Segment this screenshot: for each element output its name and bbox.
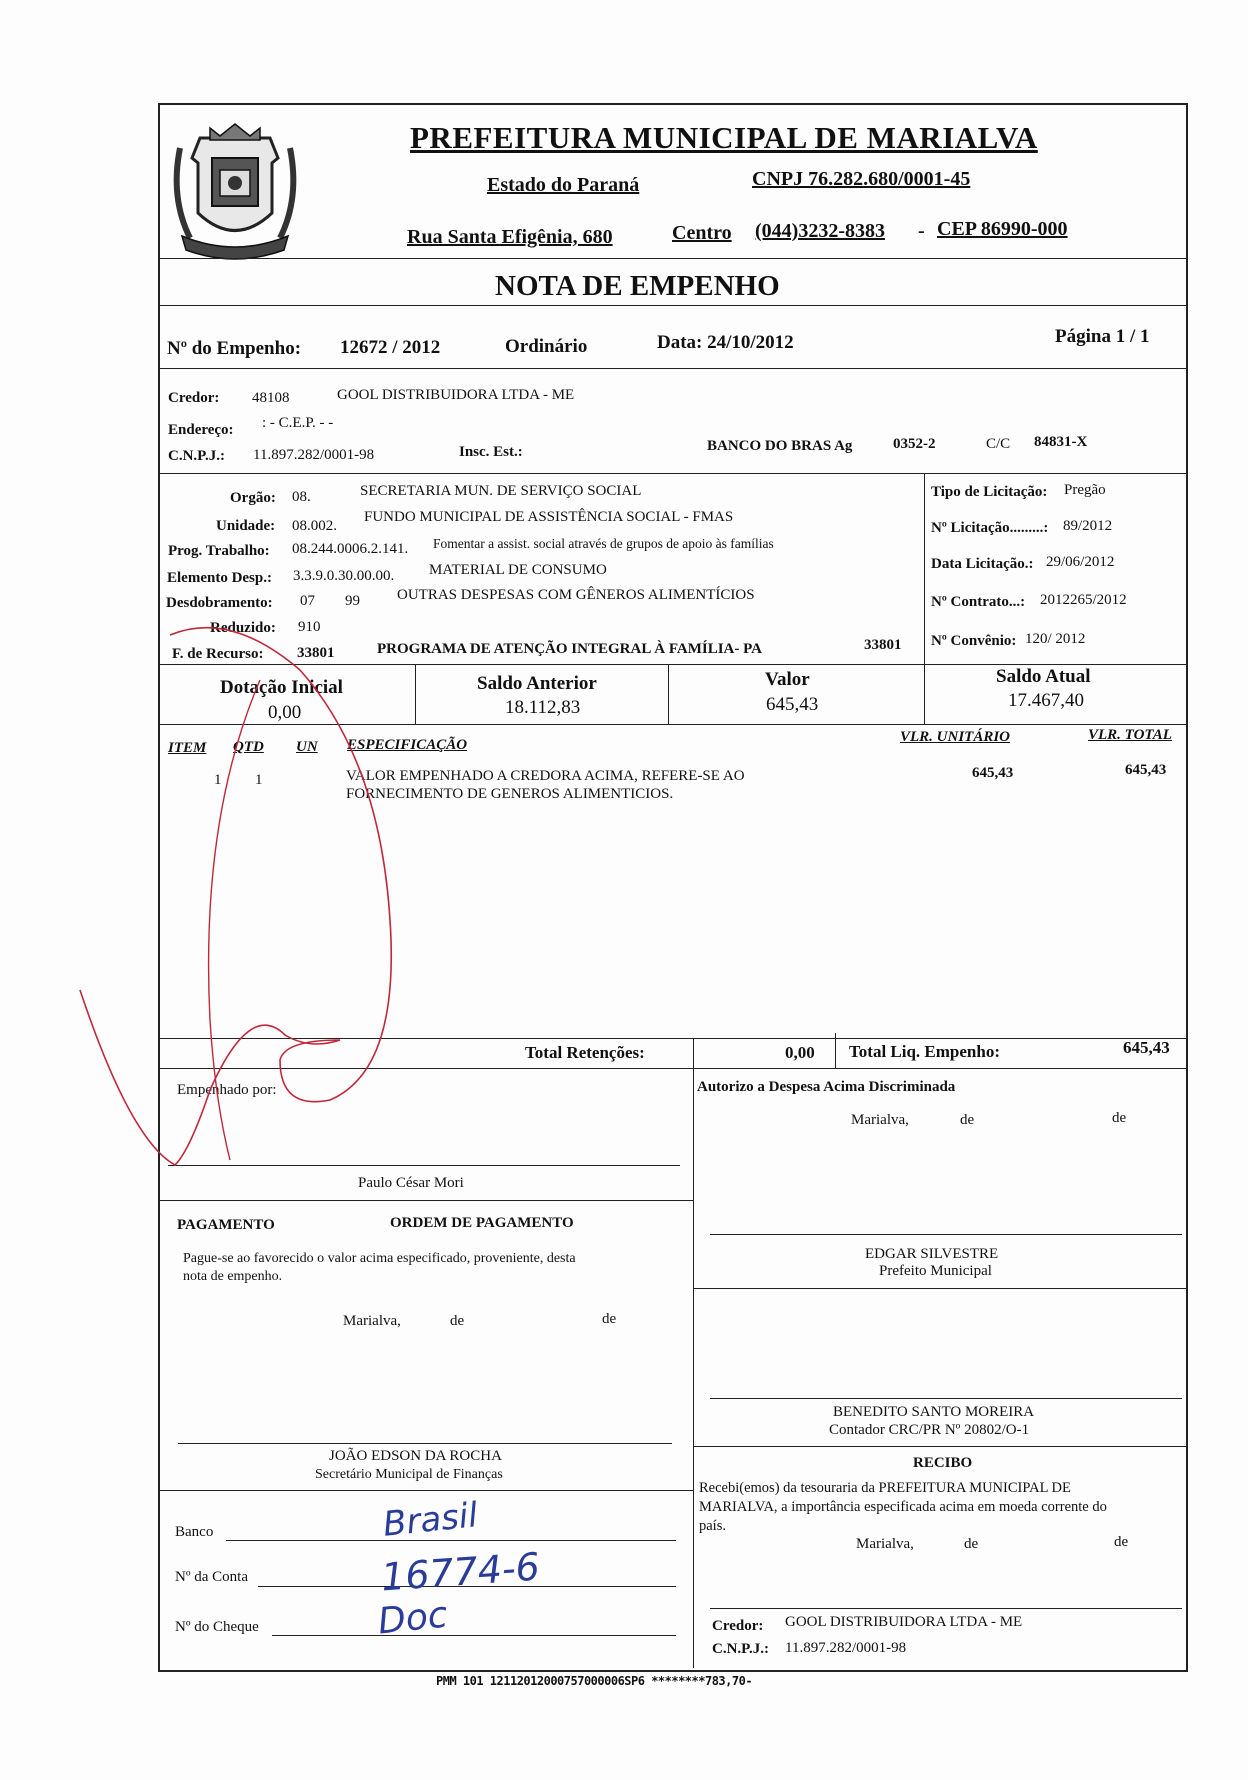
credor-code: 48108 — [252, 390, 290, 406]
licitacao-date-label: Data Licitação.: — [931, 556, 1034, 572]
tipo-licitacao-label: Tipo de Licitação: — [931, 484, 1048, 500]
licitacao-date-value: 29/06/2012 — [1046, 554, 1115, 570]
item-description-line1: VALOR EMPENHADO A CREDORA ACIMA, REFERE-SE AO — [346, 768, 745, 784]
cheque-field-label: Nº do Cheque — [175, 1619, 259, 1635]
red-pen-scribble — [70, 620, 490, 1180]
total-retencoes-label: Total Retenções: — [525, 1043, 645, 1062]
tipo-licitacao-value: Pregão — [1064, 482, 1106, 498]
unit-price-column-header: VLR. UNITÁRIO — [900, 729, 1011, 745]
header-dash: - — [918, 220, 925, 242]
item-qty: 1 — [255, 772, 263, 788]
item-total: 645,43 — [1125, 762, 1167, 778]
recibo-credor-label: Credor: — [712, 1618, 764, 1634]
item-column-header: ITEM — [168, 740, 207, 756]
orgao-code: 08. — [292, 489, 311, 505]
desdobramento-code: 07 — [300, 593, 315, 609]
valor-label: Valor — [765, 669, 810, 690]
valor-value: 645,43 — [766, 694, 819, 715]
recibo-credor-name: GOOL DISTRIBUIDORA LTDA - ME — [785, 1614, 1023, 1630]
conta-field-label: Nº da Conta — [175, 1569, 248, 1585]
unidade-label: Unidade: — [216, 518, 276, 534]
dotacao-inicial-value: 0,00 — [268, 702, 302, 723]
recibo-title: RECIBO — [913, 1455, 973, 1471]
cc-label: C/C — [986, 436, 1011, 452]
item-number: 1 — [214, 772, 222, 788]
licitacao-number-value: 89/2012 — [1063, 518, 1113, 534]
recibo-text-line1: Recebi(emos) da tesouraria da PREFEITURA MUNICIPAL DE — [699, 1480, 1071, 1496]
total-liq-empenho-label: Total Liq. Empenho: — [849, 1042, 1000, 1061]
contrato-label: Nº Contrato...: — [931, 594, 1026, 610]
secretario-name: JOÃO EDSON DA ROCHA — [329, 1448, 502, 1464]
convenio-label: Nº Convênio: — [931, 633, 1017, 649]
prefeito-role: Prefeito Municipal — [879, 1263, 992, 1279]
contrato-value: 2012265/2012 — [1040, 592, 1127, 608]
autorizo-de-1: de — [960, 1112, 975, 1128]
dotacao-inicial-label: Dotação Inicial — [220, 677, 343, 698]
reduzido-label: Reduzido: — [210, 620, 276, 636]
cnpj-value: 11.897.282/0001-98 — [253, 447, 375, 463]
saldo-anterior-label: Saldo Anterior — [477, 673, 597, 694]
credor-label: Credor: — [168, 390, 220, 406]
contador-role: Contador CRC/PR Nº 20802/O-1 — [829, 1422, 1030, 1438]
pagamento-de-2: de — [602, 1311, 617, 1327]
spec-column-header: ESPECIFICAÇÃO — [347, 737, 468, 753]
empenho-type: Ordinário — [505, 336, 588, 357]
orgao-name: SECRETARIA MUN. DE SERVIÇO SOCIAL — [360, 483, 642, 499]
pagamento-de-1: de — [450, 1313, 465, 1329]
recibo-text-line3: país. — [699, 1518, 726, 1534]
prog-code: 08.244.0006.2.141. — [292, 541, 409, 557]
desdobramento-subcode: 99 — [345, 593, 360, 609]
endereco-value: : - C.E.P. - - — [262, 415, 334, 431]
prefeito-name: EDGAR SILVESTRE — [865, 1246, 999, 1262]
item-description-line2: FORNECIMENTO DE GENEROS ALIMENTICIOS. — [346, 786, 674, 802]
handwritten-conta: 16774-6 — [379, 1544, 542, 1600]
page-title: PREFEITURA MUNICIPAL DE MARIALVA — [410, 120, 1038, 155]
credor-name: GOOL DISTRIBUIDORA LTDA - ME — [337, 387, 575, 403]
document-title: NOTA DE EMPENHO — [495, 270, 780, 302]
licitacao-number-label: Nº Licitação.........: — [931, 520, 1049, 536]
saldo-atual-label: Saldo Atual — [996, 666, 1091, 687]
saldo-anterior-value: 18.112,83 — [505, 697, 581, 718]
empenho-number-label: Nº do Empenho: — [167, 338, 302, 359]
recibo-cnpj-label: C.N.P.J.: — [712, 1641, 769, 1657]
footer-code: PMM 101 12112012000757000006SP6 ********783,70- — [436, 1674, 753, 1688]
agencia-value: 0352-2 — [893, 436, 936, 452]
elemento-name: MATERIAL DE CONSUMO — [429, 562, 607, 578]
item-unit-price: 645,43 — [972, 765, 1014, 781]
cnpj-label: C.N.P.J.: — [168, 448, 225, 464]
recibo-de-2: de — [1114, 1534, 1129, 1550]
convenio-value: 120/ 2012 — [1025, 631, 1086, 647]
autorizo-de-2: de — [1112, 1110, 1127, 1126]
autorizo-despesa-label: Autorizo a Despesa Acima Discriminada — [697, 1079, 956, 1095]
reduzido-value: 910 — [298, 619, 321, 635]
pague-se-text-line2: nota de empenho. — [183, 1269, 283, 1284]
recibo-cnpj-value: 11.897.282/0001-98 — [785, 1640, 907, 1656]
header-phone: (044)3232-8383 — [755, 220, 885, 242]
autorizo-city: Marialva, — [851, 1112, 909, 1128]
header-street: Rua Santa Efigênia, 680 — [407, 226, 613, 248]
header-state: Estado do Paraná — [487, 174, 640, 196]
prog-name: Fomentar a assist. social através de grupos de apoio às famílias — [433, 536, 774, 551]
un-column-header: UN — [296, 739, 318, 755]
recurso-label: F. de Recurso: — [172, 646, 264, 662]
unidade-code: 08.002. — [292, 518, 337, 534]
recibo-city: Marialva, — [856, 1536, 914, 1552]
total-retencoes-value: 0,00 — [785, 1043, 815, 1062]
elemento-code: 3.3.9.0.30.00.00. — [293, 568, 395, 584]
recurso-code-right: 33801 — [864, 637, 902, 653]
endereco-label: Endereço: — [168, 422, 234, 438]
insc-est-label: Insc. Est.: — [459, 444, 523, 460]
desdobramento-label: Desdobramento: — [166, 595, 273, 611]
recurso-code: 33801 — [297, 645, 335, 661]
pague-se-text-line1: Pague-se ao favorecido o valor acima especificado, proveniente, desta — [183, 1251, 576, 1266]
handwritten-banco: Brasil — [381, 1495, 480, 1545]
page-indicator: Página 1 / 1 — [1055, 326, 1150, 347]
pagamento-city: Marialva, — [343, 1313, 401, 1329]
header-district: Centro — [672, 222, 732, 244]
orgao-label: Orgão: — [230, 490, 276, 506]
prog-label: Prog. Trabalho: — [168, 543, 270, 559]
empenho-number: 12672 / 2012 — [340, 337, 441, 358]
secretario-role: Secretário Municipal de Finanças — [315, 1467, 503, 1482]
cc-value: 84831-X — [1034, 434, 1088, 450]
saldo-atual-value: 17.467,40 — [1008, 690, 1084, 711]
total-column-header: VLR. TOTAL — [1088, 727, 1172, 743]
total-liq-empenho-value: 645,43 — [1123, 1038, 1170, 1057]
recibo-de-1: de — [964, 1536, 979, 1552]
banco-field-label: Banco — [175, 1524, 214, 1540]
qtd-column-header: QTD — [233, 739, 264, 755]
empenhado-por-name: Paulo César Mori — [358, 1175, 464, 1191]
handwritten-cheque: Doc — [376, 1594, 450, 1643]
banco-label: BANCO DO BRAS Ag — [707, 438, 853, 454]
desdobramento-name: OUTRAS DESPESAS COM GÊNEROS ALIMENTÍCIOS — [397, 587, 755, 603]
header-cep: CEP 86990-000 — [937, 218, 1068, 240]
elemento-label: Elemento Desp.: — [167, 570, 272, 586]
unidade-name: FUNDO MUNICIPAL DE ASSISTÊNCIA SOCIAL - FMAS — [364, 509, 734, 525]
header-cnpj: CNPJ 76.282.680/0001-45 — [752, 168, 971, 190]
recurso-name: PROGRAMA DE ATENÇÃO INTEGRAL À FAMÍLIA- PA — [377, 641, 763, 657]
pagamento-label: PAGAMENTO — [177, 1217, 275, 1233]
empenho-date: Data: 24/10/2012 — [657, 332, 794, 353]
recibo-text-line2: MARIALVA, a importância especificada acima em moeda corrente do — [699, 1499, 1107, 1515]
ordem-pagamento-label: ORDEM DE PAGAMENTO — [390, 1215, 574, 1231]
contador-name: BENEDITO SANTO MOREIRA — [833, 1404, 1035, 1420]
empenhado-por-label: Empenhado por: — [177, 1082, 277, 1098]
